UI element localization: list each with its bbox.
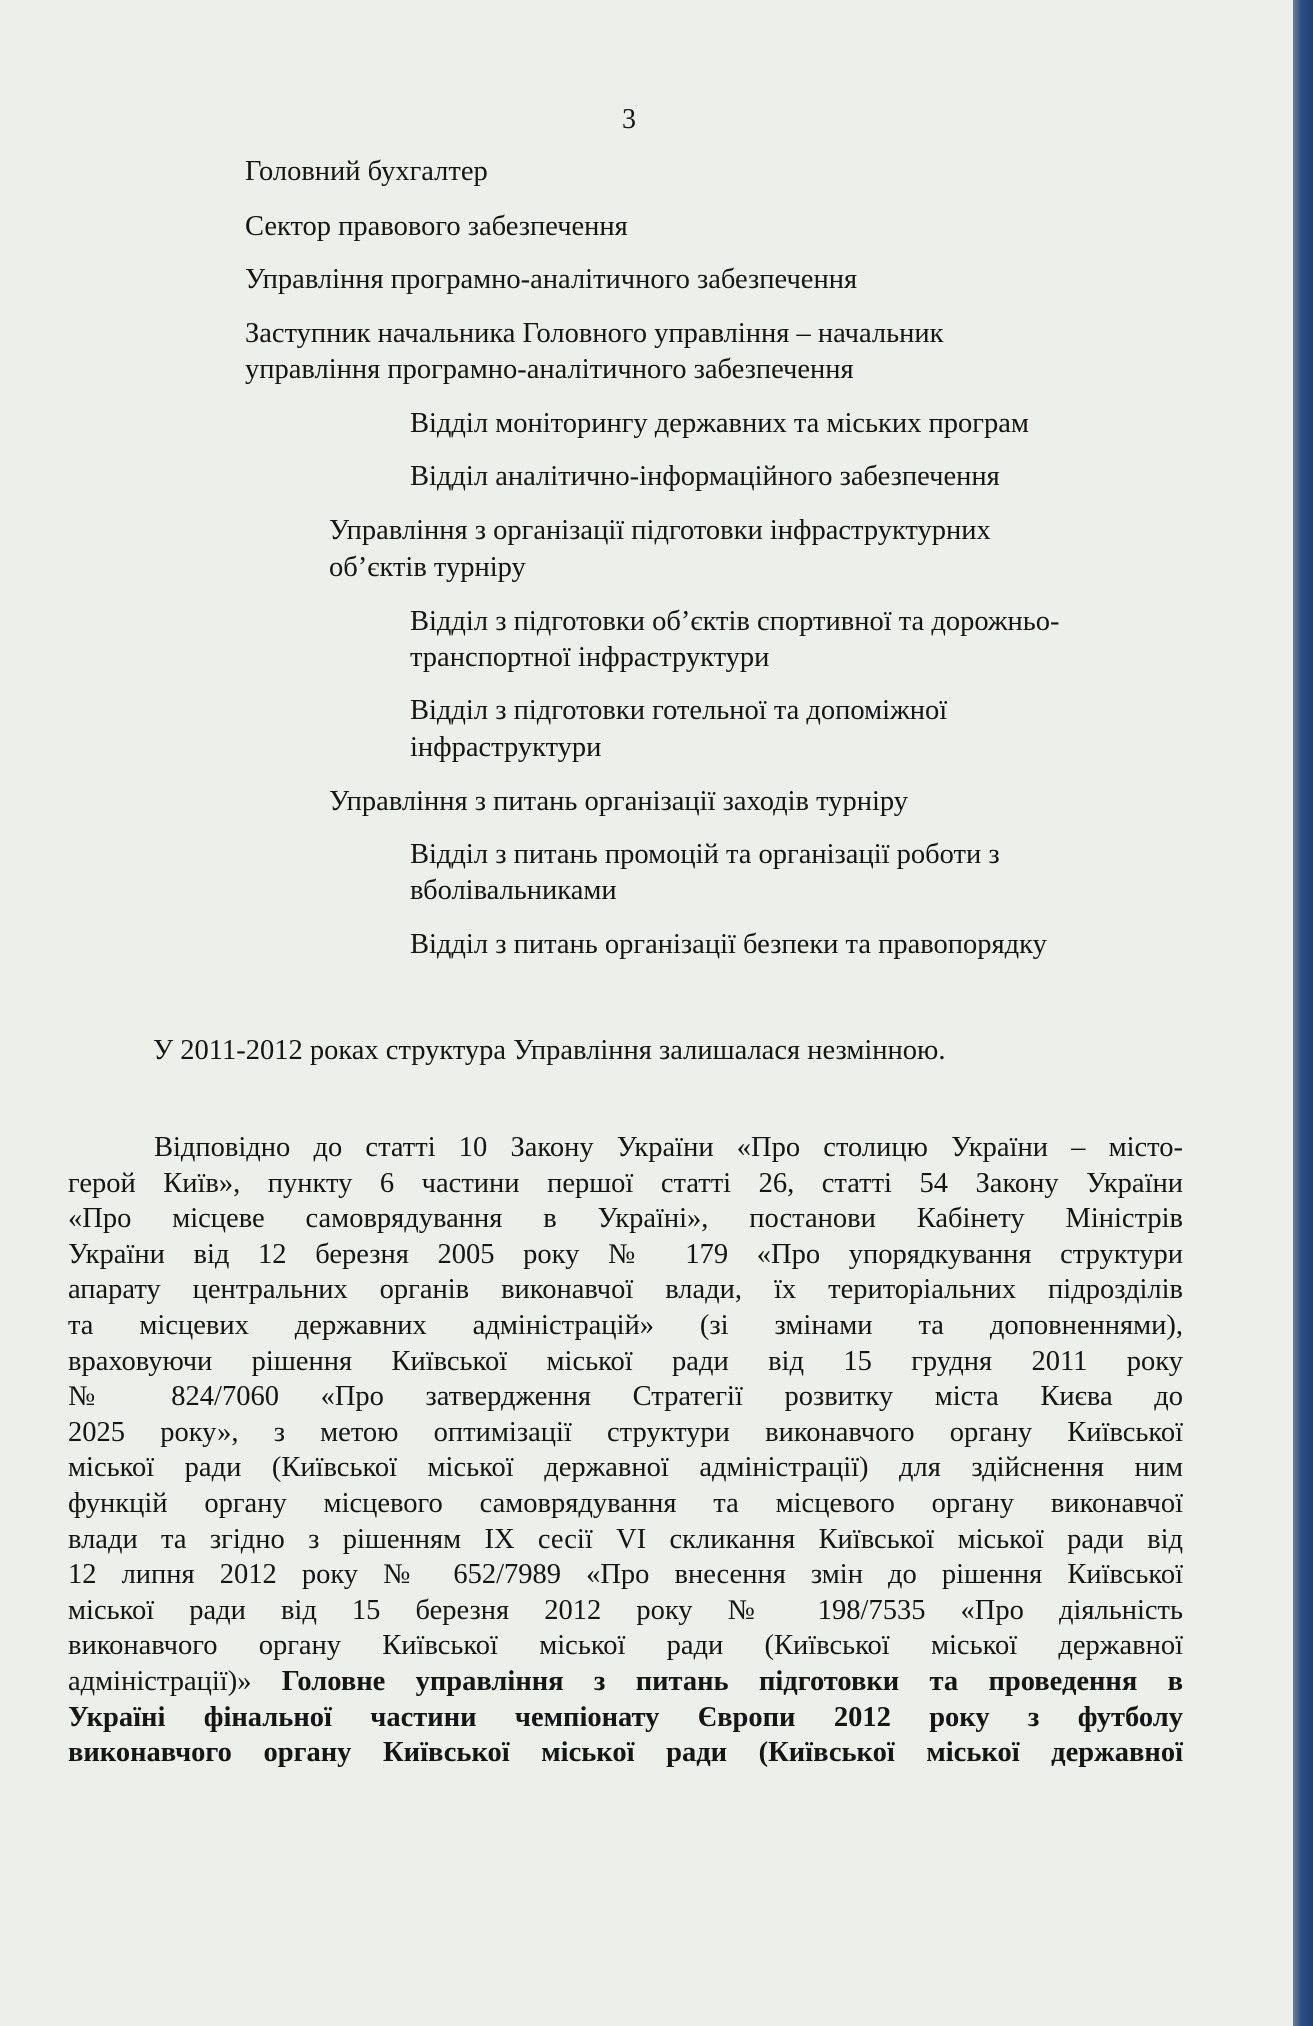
structure-item-promotion-division-line-2: вболівальниками	[410, 875, 617, 906]
structure-item-legal-sector: Сектор правового забезпечення	[245, 211, 628, 242]
paragraph-line: 12 липня 2012 року № 652/7989 «Про внесення змін до рішення Київської	[68, 1559, 1183, 1591]
paragraph-line: № 824/7060 «Про затвердження Стратегії розвитку міста Києва до	[68, 1381, 1183, 1413]
paragraph-mixed-line	[68, 1664, 1183, 1700]
paragraph-line: міської ради від 15 березня 2012 року № 198/7535 «Про діяльність	[68, 1594, 1183, 1626]
paragraph-bold-line: виконавчого органу Київської міської ради (Київської міської державної	[68, 1737, 1183, 1769]
structure-item-infrastructure-department-line-1: Управління з організації підготовки інфраструктурних	[329, 515, 991, 546]
paragraph-bold-start: Головне управління з питань підготовки та проведення в	[281, 1665, 1183, 1697]
paragraph-bold-line: Україні фінальної частини чемпіонату Європи 2012 року з футболу	[68, 1701, 1183, 1733]
paragraph-line: влади та згідно з рішенням IX сесії VI скликання Київської міської ради від	[68, 1523, 1183, 1555]
paragraph-line: функцій органу місцевого самоврядування та місцевого органу виконавчої	[68, 1487, 1183, 1519]
structure-item-events-department: Управління з питань організації заходів турніру	[329, 786, 909, 817]
paragraph-line: міської ради (Київської міської державної адміністрації) для здійснення ним	[68, 1452, 1183, 1484]
paragraph-line: України від 12 березня 2005 року № 179 «Про упорядкування структури	[68, 1238, 1183, 1270]
structure-item-deputy-head-line-2: управління програмно-аналітичного забезпечення	[245, 354, 854, 385]
structure-item-chief-accountant: Головний бухгалтер	[245, 156, 488, 187]
structure-item-analytical-information-division: Відділ аналітично-інформаційного забезпечення	[410, 461, 1000, 492]
structure-unchanged-statement: У 2011-2012 роках структура Управління залишалася незмінною.	[153, 1035, 946, 1066]
structure-item-sports-transport-division-line-2: транспортної інфраструктури	[410, 642, 770, 673]
page-number: 3	[622, 104, 636, 135]
structure-item-hotel-division-line-2: інфраструктури	[410, 732, 602, 763]
paragraph-line: та місцевих державних адміністрацій» (зі змінами та доповненнями),	[68, 1309, 1183, 1341]
legal-basis-paragraph	[68, 1130, 1183, 1771]
paragraph-line: апарату центральних органів виконавчої влади, їх територіальних підрозділів	[68, 1274, 1183, 1306]
structure-item-hotel-division-line-1: Відділ з підготовки готельної та допоміжної	[410, 695, 948, 726]
structure-item-security-division: Відділ з питань організації безпеки та правопорядку	[410, 929, 1047, 960]
paragraph-line: герой Київ», пункту 6 частини першої статті 26, статті 54 Закону України	[68, 1167, 1183, 1199]
structure-item-deputy-head-line-1: Заступник начальника Головного управління – начальник	[245, 318, 944, 349]
paragraph-line: «Про місцеве самоврядування в Україні», постанови Кабінету Міністрів	[68, 1203, 1183, 1235]
structure-item-monitoring-division: Відділ моніторингу державних та міських програм	[410, 408, 1029, 439]
page-edge-background	[1293, 0, 1313, 2026]
paragraph-line: враховуючи рішення Київської міської ради від 15 грудня 2011 року	[68, 1345, 1183, 1377]
structure-item-promotion-division-line-1: Відділ з питань промоцій та організації роботи з	[410, 839, 1000, 870]
paragraph-line: виконавчого органу Київської міської ради (Київської міської державної	[68, 1630, 1183, 1662]
structure-item-program-analytical-department: Управління програмно-аналітичного забезпечення	[245, 264, 858, 295]
paragraph-mixed-start: адміністрації)»	[68, 1665, 282, 1697]
paragraph-line: Відповідно до статті 10 Закону України «Про столицю України – місто-	[154, 1132, 1183, 1163]
structure-item-sports-transport-division-line-1: Відділ з підготовки об’єктів спортивної та дорожньо-	[410, 606, 1060, 637]
structure-item-infrastructure-department-line-2: об’єктів турніру	[329, 552, 526, 583]
paragraph-line: 2025 року», з метою оптимізації структури виконавчого органу Київської	[68, 1416, 1183, 1448]
